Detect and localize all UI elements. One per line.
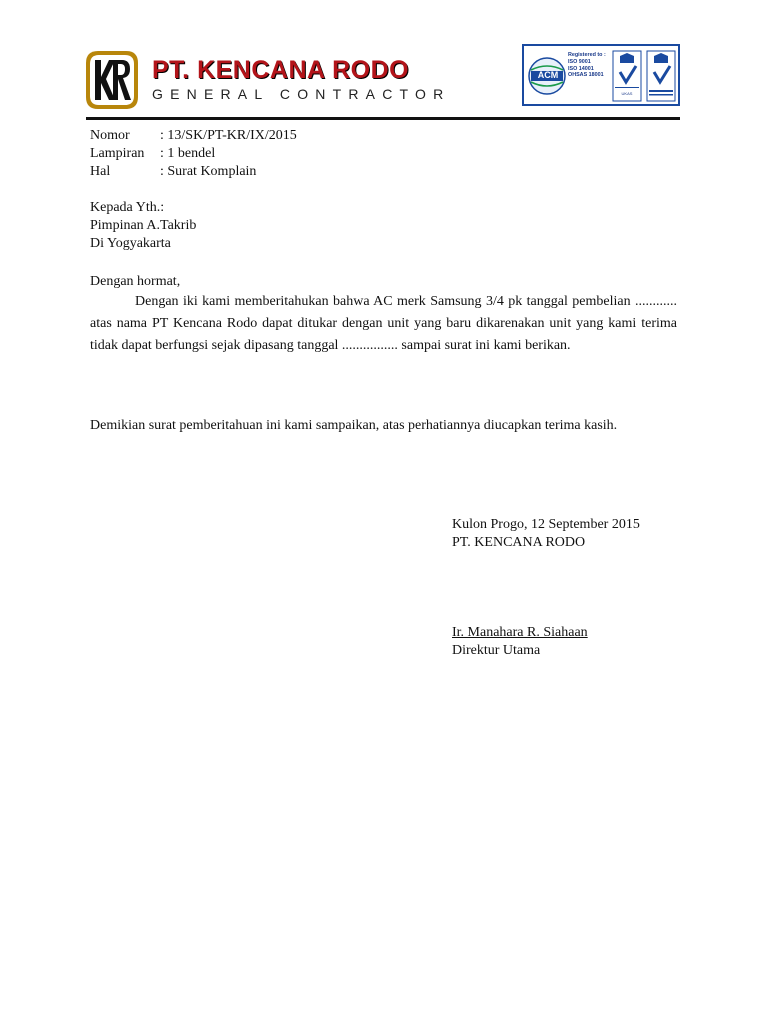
accreditation-mark-icon bbox=[646, 50, 676, 102]
iso-14001-label: ISO 14001 bbox=[568, 65, 594, 72]
hal-label: Hal bbox=[90, 164, 111, 179]
letter-paragraph bbox=[90, 291, 677, 357]
recipient-location: Di Yogyakarta bbox=[90, 236, 171, 251]
company-tagline: GENERAL CONTRACTOR bbox=[152, 86, 451, 102]
company-name: PT. KENCANA RODO bbox=[152, 56, 410, 84]
signatory-name: Ir. Manahara R. Siahaan bbox=[452, 625, 588, 640]
iso-9001-label: ISO 9001 bbox=[568, 58, 591, 65]
certification-badges bbox=[522, 44, 680, 106]
hal-value: : Surat Komplain bbox=[160, 164, 257, 179]
nomor-label: Nomor bbox=[90, 128, 130, 143]
ukas-label: UKAS bbox=[621, 91, 633, 96]
ohsas-label: OHSAS 18001 bbox=[568, 72, 604, 79]
salutation: Dengan hormat, bbox=[90, 274, 181, 289]
signature-company: PT. KENCANA RODO bbox=[452, 535, 586, 550]
lampiran-label: Lampiran bbox=[90, 146, 145, 161]
nomor-value: : 13/SK/PT-KR/IX/2015 bbox=[160, 128, 297, 143]
letterhead bbox=[0, 0, 768, 130]
registered-to-label: Registered to : bbox=[568, 52, 606, 58]
closing-sentence: Demikian surat pemberitahuan ini kami sampaikan, atas perhatiannya diucapkan terima kasih. bbox=[90, 418, 618, 433]
recipient-greeting: Kepada Yth.: bbox=[90, 200, 165, 215]
signatory-title: Direktur Utama bbox=[452, 643, 541, 658]
header-divider bbox=[86, 117, 680, 120]
lampiran-value: : 1 bendel bbox=[160, 146, 216, 161]
acm-label: ACM bbox=[537, 70, 559, 80]
recipient-name: Pimpinan A.Takrib bbox=[90, 218, 197, 233]
place-date: Kulon Progo, 12 September 2015 bbox=[452, 517, 640, 532]
kr-logo bbox=[84, 48, 140, 112]
registration-list bbox=[568, 52, 606, 79]
paragraph-text: Dengan iki kami memberitahukan bahwa AC merk Samsung 3/4 pk tanggal pembelian ............ atas nama PT Kencana Rodo dapat ditukar dengan unit yang baru dikarenakan unit yang kami terima tidak dapat berfungsi sejak dipasang tanggal ................ sampai surat ini kami berikan. bbox=[90, 294, 677, 353]
